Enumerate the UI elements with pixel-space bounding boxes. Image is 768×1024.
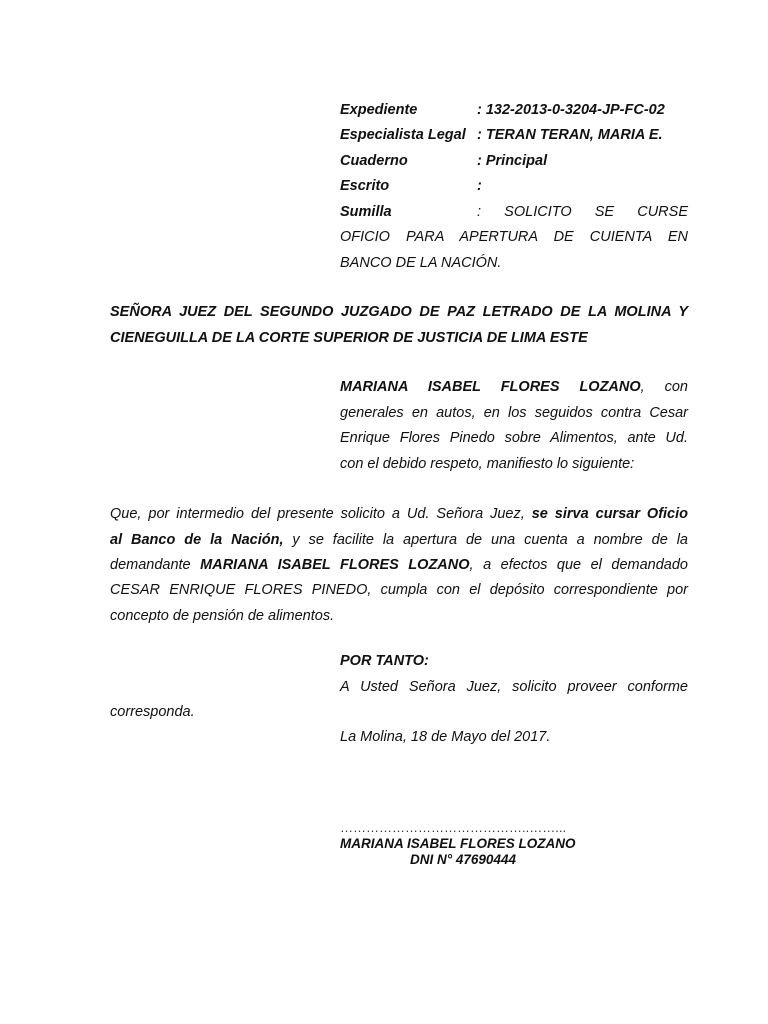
body-line-2: al Banco de la Nación, y se facilite la apertura de una cuenta a nombre de la [110,532,688,548]
cuaderno-label: Cuaderno [340,153,408,169]
body-line-5: concepto de pensión de alimentos. [110,608,335,624]
sumilla-line-1: : SOLICITO SE CURSE [477,204,688,220]
intro-line-2: generales en autos, en los seguidos contra Cesar [340,405,688,421]
escrito-value: : [477,178,482,194]
sumilla-label: Sumilla [340,204,392,220]
signature-name: MARIANA ISABEL FLORES LOZANO [340,836,576,851]
intro-line-4: con el debido respeto, manifiesto lo siguiente: [340,456,635,472]
sumilla-line-3: BANCO DE LA NACIÓN. [340,255,502,271]
cuaderno-value: : Principal [477,153,548,169]
intro-line-3: Enrique Flores Pinedo sobre Alimentos, ante Ud. [340,430,688,446]
body-line-3: demandante MARIANA ISABEL FLORES LOZANO, a efectos que el demandado [110,557,688,573]
body-line-1: Que, por intermedio del presente solicito a Ud. Señora Juez, se sirva cursar Oficio [110,506,688,522]
signature-dni: DNI N° 47690444 [410,852,516,867]
por-tanto-heading: POR TANTO: [340,653,429,669]
sumilla-line-2: OFICIO PARA APERTURA DE CUIENTA EN [340,229,688,245]
closing-line-2: corresponda. [110,704,195,720]
especialista-label: Especialista Legal [340,127,466,143]
addressee-line-2: CIENEGUILLA DE LA CORTE SUPERIOR DE JUSTICIA DE LIMA ESTE [110,330,588,346]
especialista-value: : TERAN TERAN, MARIA E. [477,127,663,143]
body-line-4: CESAR ENRIQUE FLORES PINEDO, cumpla con el depósito correspondiente por [110,582,688,598]
escrito-label: Escrito [340,178,390,194]
signature-line: ……………………………………..……... [340,820,567,835]
expediente-label: Expediente [340,102,418,118]
closing-date: La Molina, 18 de Mayo del 2017. [340,729,551,745]
closing-line-1: A Usted Señora Juez, solicito proveer conforme [340,679,688,695]
expediente-value: : 132-2013-0-3204-JP-FC-02 [477,102,665,118]
petitioner-name: MARIANA ISABEL FLORES LOZANO [340,379,641,395]
intro-line-1: MARIANA ISABEL FLORES LOZANO, con [340,379,688,395]
addressee-line-1: SEÑORA JUEZ DEL SEGUNDO JUZGADO DE PAZ LETRADO DE LA MOLINA Y [110,304,688,320]
